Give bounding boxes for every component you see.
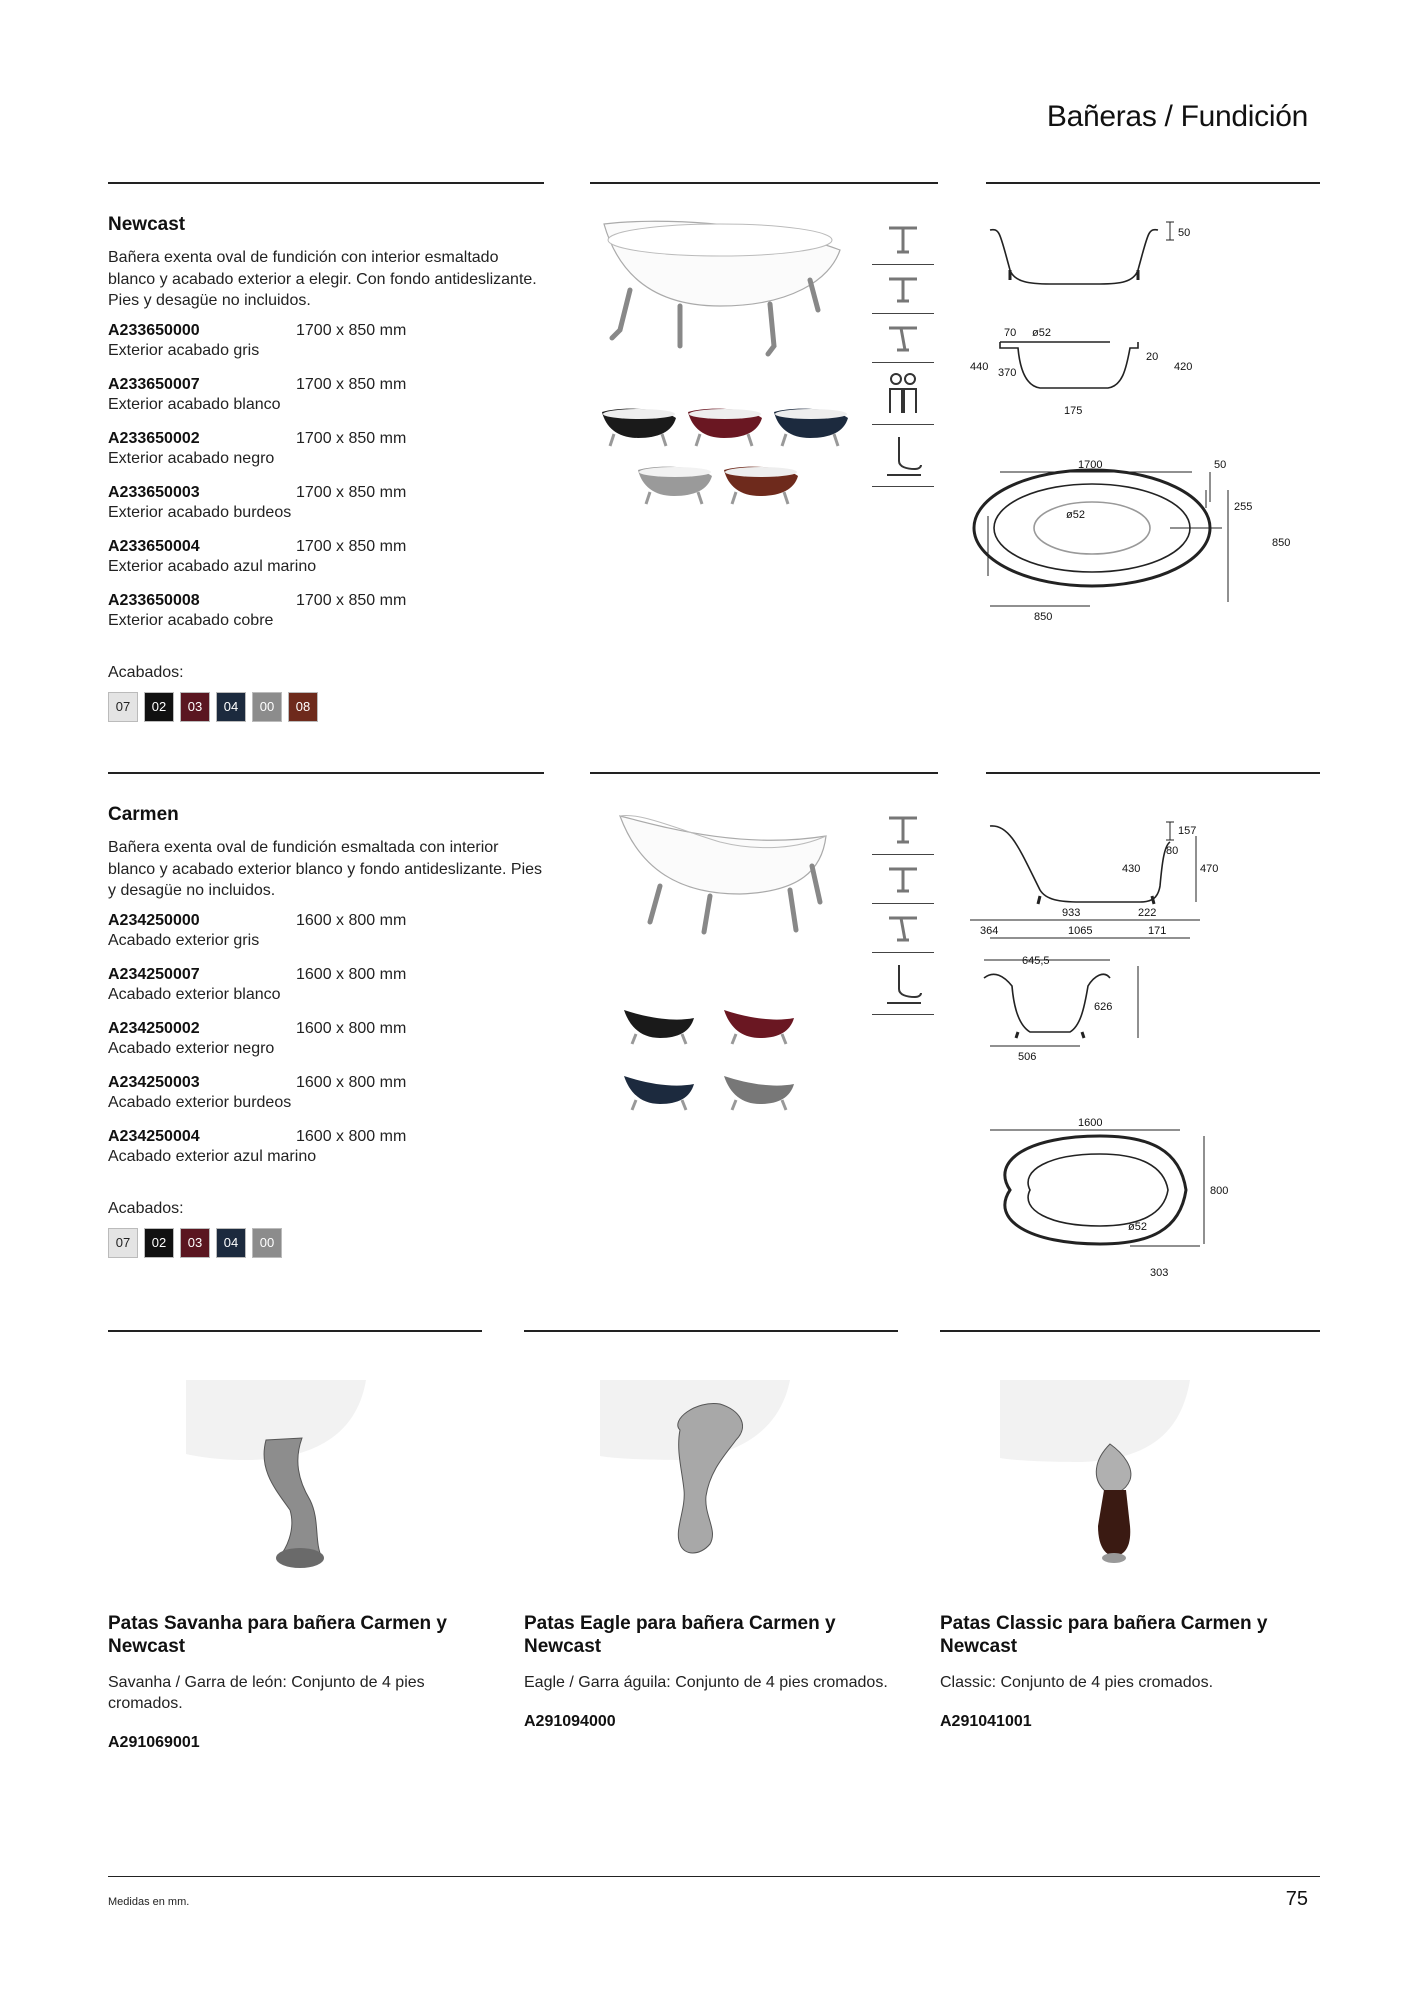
dimension-label: ø52 — [1066, 509, 1085, 521]
dimension-label: 1600 — [1078, 1117, 1103, 1129]
dimension-label: 430 — [1122, 863, 1141, 875]
variant-finish: Exterior acabado azul marino — [108, 557, 317, 575]
variant-row — [108, 322, 548, 376]
floor-faucet-icon — [872, 806, 934, 855]
divider — [524, 1330, 898, 1332]
accessory-savanha — [108, 1612, 488, 1752]
variant-finish: Acabado exterior gris — [108, 931, 260, 949]
finish-swatches — [108, 692, 548, 722]
bathtub-copper-image — [724, 467, 798, 504]
variant-row — [108, 538, 548, 592]
dimension-label: 1700 — [1078, 459, 1103, 471]
footer-divider — [108, 1876, 1320, 1877]
eagle-feet-photo — [600, 1380, 870, 1576]
dimension-label: 645,5 — [1022, 955, 1050, 967]
variant-dimensions: 1600 x 800 mm — [296, 1073, 407, 1091]
finish-swatch: 00 — [252, 1228, 282, 1258]
product-name: Carmen — [108, 804, 179, 825]
carmen-technical-drawing — [970, 810, 1314, 1300]
dimension-label: 70 — [1004, 327, 1017, 339]
anti-slip-foot-icon — [872, 425, 934, 487]
accessory-title: Patas Classic para bañera Carmen y Newcast — [940, 1613, 1268, 1657]
newcast-feature-icons — [872, 216, 934, 487]
product-description: Bañera exenta oval de fundición esmaltada con interior blanco y acabado exterior blanco y fondo antideslizante. Pies y desagüe no incluidos. — [108, 839, 543, 899]
bathtub-navy-image — [624, 1076, 694, 1110]
variant-finish: Acabado exterior negro — [108, 1039, 275, 1057]
variant-finish: Exterior acabado negro — [108, 449, 275, 467]
product-description: Bañera exenta oval de fundición con interior esmaltado blanco y acabado exterior a elegir. Con fondo antideslizante. Pies y desagüe no incluidos. — [108, 249, 537, 309]
variant-code: A233650008 — [108, 591, 200, 609]
divider — [108, 772, 544, 774]
variant-finish: Exterior acabado gris — [108, 341, 260, 359]
bathtub-white-image — [620, 815, 826, 932]
classic-feet-photo — [1000, 1380, 1270, 1576]
variant-dimensions: 1600 x 800 mm — [296, 1127, 407, 1145]
variant-code: A233650000 — [108, 321, 200, 339]
finish-swatch: 04 — [216, 692, 246, 722]
product-name: Newcast — [108, 214, 186, 235]
variant-row — [108, 430, 548, 484]
dimension-label: 850 — [1272, 537, 1291, 549]
variant-code: A234250004 — [108, 1127, 200, 1145]
variant-row — [108, 966, 548, 1020]
dimension-label: 800 — [1210, 1185, 1229, 1197]
finish-swatch: 04 — [216, 1228, 246, 1258]
floor-faucet-icon — [872, 216, 934, 265]
floor-faucet-icon — [872, 855, 934, 904]
dimension-label: 255 — [1234, 501, 1253, 513]
carmen-info — [108, 804, 548, 1258]
divider — [590, 182, 938, 184]
variant-finish: Exterior acabado cobre — [108, 611, 274, 629]
finish-swatch: 07 — [108, 692, 138, 722]
accessory-eagle — [524, 1612, 904, 1731]
variant-dimensions: 1700 x 850 mm — [296, 591, 407, 609]
bathtub-burgundy-image — [688, 409, 762, 446]
finish-swatch: 02 — [144, 1228, 174, 1258]
variant-row — [108, 592, 548, 646]
dimension-label: 171 — [1148, 925, 1167, 937]
finish-swatch: 03 — [180, 1228, 210, 1258]
floor-faucet-icon — [872, 314, 934, 363]
dimension-label: 303 — [1150, 1267, 1169, 1279]
variant-code: A233650004 — [108, 537, 200, 555]
variant-row — [108, 1128, 548, 1182]
dimension-label: 50 — [1214, 459, 1227, 471]
newcast-product-photo — [590, 210, 860, 520]
finishes-label: Acabados: — [108, 1199, 184, 1217]
two-persons-icon — [872, 363, 934, 425]
bathtub-navy-image — [774, 409, 848, 446]
dimension-label: 420 — [1174, 361, 1193, 373]
page-number: 75 — [1285, 1888, 1308, 1910]
floor-faucet-icon — [872, 265, 934, 314]
page-title: Bañeras / Fundición — [1046, 100, 1308, 133]
floor-faucet-icon — [872, 904, 934, 953]
accessory-classic — [940, 1612, 1320, 1731]
dimension-label: 933 — [1062, 907, 1081, 919]
variant-finish: Acabado exterior blanco — [108, 985, 281, 1003]
variant-code: A233650002 — [108, 429, 200, 447]
variant-code: A233650003 — [108, 483, 200, 501]
variant-row — [108, 912, 548, 966]
dimension-label: 440 — [970, 361, 989, 373]
dimension-label: 1065 — [1068, 925, 1093, 937]
bathtub-burgundy-image — [724, 1010, 794, 1044]
divider — [108, 1330, 482, 1332]
dimension-label: 80 — [1166, 845, 1179, 857]
divider — [986, 772, 1320, 774]
variant-dimensions: 1700 x 850 mm — [296, 483, 407, 501]
carmen-product-photo — [590, 800, 860, 1140]
accessory-code: A291094000 — [524, 1713, 616, 1730]
variant-list — [108, 912, 548, 1182]
finish-swatch: 00 — [252, 692, 282, 722]
bathtub-grey-image — [724, 1076, 794, 1110]
carmen-feature-icons — [872, 806, 934, 1015]
variant-code: A233650007 — [108, 375, 200, 393]
finish-swatch: 02 — [144, 692, 174, 722]
dimension-label: 20 — [1146, 351, 1159, 363]
finish-swatch: 03 — [180, 692, 210, 722]
dimension-label: ø52 — [1032, 327, 1051, 339]
dimension-label: 157 — [1178, 825, 1197, 837]
bathtub-black-image — [602, 409, 676, 446]
divider — [986, 182, 1320, 184]
variant-code: A234250007 — [108, 965, 200, 983]
accessory-title: Patas Eagle para bañera Carmen y Newcast — [524, 1613, 836, 1657]
variant-dimensions: 1700 x 850 mm — [296, 537, 407, 555]
newcast-technical-drawing — [970, 210, 1314, 630]
footer-note: Medidas en mm. — [108, 1896, 190, 1908]
accessory-code: A291041001 — [940, 1713, 1032, 1730]
variant-row — [108, 1020, 548, 1074]
variant-code: A234250000 — [108, 911, 200, 929]
accessory-description: Classic: Conjunto de 4 pies cromados. — [940, 1674, 1214, 1691]
accessory-title: Patas Savanha para bañera Carmen y Newcast — [108, 1613, 448, 1657]
variant-dimensions: 1700 x 850 mm — [296, 375, 407, 393]
variant-row — [108, 1074, 548, 1128]
variant-finish: Acabado exterior azul marino — [108, 1147, 317, 1165]
bathtub-white-image — [604, 221, 840, 354]
dimension-labels — [970, 227, 1290, 623]
divider — [590, 772, 938, 774]
variant-dimensions: 1700 x 850 mm — [296, 429, 407, 447]
variant-finish: Acabado exterior burdeos — [108, 1093, 292, 1111]
variant-row — [108, 484, 548, 538]
variant-row — [108, 376, 548, 430]
variant-code: A234250003 — [108, 1073, 200, 1091]
bathtub-black-image — [624, 1010, 694, 1044]
accessory-description: Savanha / Garra de león: Conjunto de 4 pies cromados. — [108, 1674, 425, 1712]
dimension-label: 626 — [1094, 1001, 1113, 1013]
bathtub-grey-image — [638, 467, 712, 504]
dimension-label: 222 — [1138, 907, 1157, 919]
dimension-label: 364 — [980, 925, 999, 937]
finish-swatches — [108, 1228, 548, 1258]
accessory-description: Eagle / Garra águila: Conjunto de 4 pies cromados. — [524, 1674, 888, 1691]
anti-slip-foot-icon — [872, 953, 934, 1015]
dimension-labels — [980, 825, 1228, 1279]
variant-dimensions: 1600 x 800 mm — [296, 911, 407, 929]
divider — [940, 1330, 1320, 1332]
accessory-code: A291069001 — [108, 1734, 200, 1751]
dimension-label: ø52 — [1128, 1221, 1147, 1233]
divider — [108, 182, 544, 184]
finishes-label: Acabados: — [108, 663, 184, 681]
dimension-label: 370 — [998, 367, 1017, 379]
dimension-label: 470 — [1200, 863, 1219, 875]
newcast-info — [108, 214, 548, 722]
finish-swatch: 07 — [108, 1228, 138, 1258]
dimension-label: 506 — [1018, 1051, 1037, 1063]
variant-finish: Exterior acabado burdeos — [108, 503, 292, 521]
finish-swatch: 08 — [288, 692, 318, 722]
dimension-label: 175 — [1064, 405, 1083, 417]
variant-code: A234250002 — [108, 1019, 200, 1037]
variant-dimensions: 1600 x 800 mm — [296, 965, 407, 983]
dimension-label: 850 — [1034, 611, 1053, 623]
variant-dimensions: 1600 x 800 mm — [296, 1019, 407, 1037]
variant-list — [108, 322, 548, 646]
variant-finish: Exterior acabado blanco — [108, 395, 281, 413]
dimension-label: 50 — [1178, 227, 1191, 239]
variant-dimensions: 1700 x 850 mm — [296, 321, 407, 339]
savanha-feet-photo — [186, 1380, 456, 1576]
